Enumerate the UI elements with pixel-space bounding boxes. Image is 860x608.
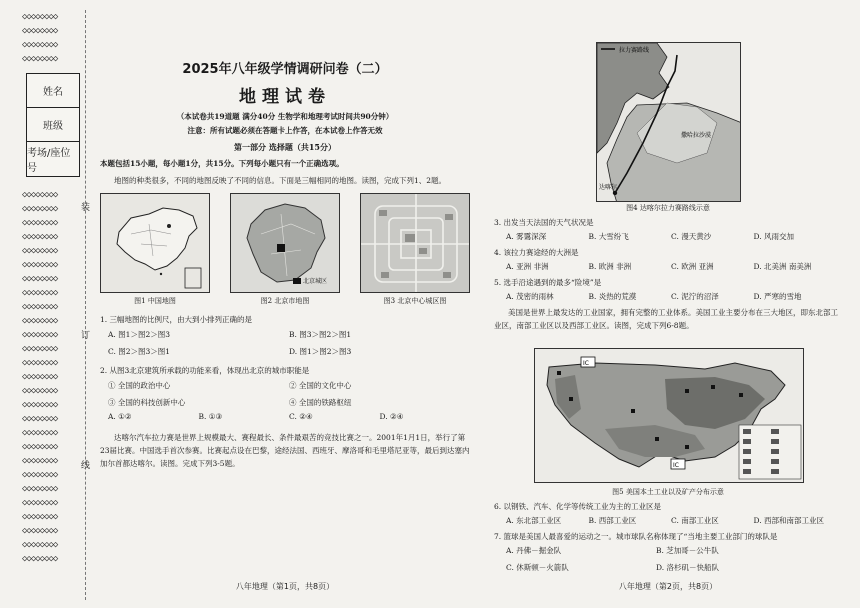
question-5-options bbox=[506, 291, 836, 302]
option[interactable]: B. 图3＞图2＞图1 bbox=[289, 330, 352, 339]
zigzag-border-bottom bbox=[22, 190, 82, 568]
page-footer: 八年地理（第2页，共8页） bbox=[618, 582, 718, 591]
zigzag-row: ◇◇◇◇◇◇◇◇ bbox=[22, 526, 58, 536]
option[interactable]: D. 图1＞图2＞图3 bbox=[289, 347, 352, 356]
option[interactable]: C. 南部工业区 bbox=[671, 516, 719, 525]
question-3: 3. 出发当天法国的天气状况是 bbox=[494, 218, 594, 227]
zigzag-row: ◇◇◇◇◇◇◇◇ bbox=[22, 316, 58, 326]
zigzag-row: ◇◇◇◇◇◇◇◇ bbox=[22, 232, 58, 242]
map5-caption: 图5 美国本土工业以及矿产分布示意 bbox=[612, 488, 724, 496]
zigzag-row: ◇◇◇◇◇◇◇◇ bbox=[22, 470, 58, 480]
option[interactable]: A. 茂密的雨林 bbox=[506, 292, 554, 301]
option[interactable]: B. 炎热的荒漠 bbox=[588, 292, 637, 301]
route-legend: 拉力赛路线 bbox=[619, 47, 650, 54]
zigzag-row: ◇◇◇◇◇◇◇◇ bbox=[22, 414, 58, 424]
zigzag-row: ◇◇◇◇◇◇◇◇ bbox=[22, 246, 58, 256]
map-captions bbox=[100, 296, 470, 306]
option[interactable]: C. ②④ bbox=[289, 412, 313, 421]
cut-char-ding: 订 bbox=[81, 331, 91, 341]
option[interactable]: B. ①③ bbox=[198, 412, 223, 421]
binding-strip bbox=[0, 0, 91, 608]
cut-char-zhuang: 装 bbox=[81, 203, 91, 213]
question-4: 4. 该拉力赛途经的大洲是 bbox=[494, 248, 579, 257]
question-1: 1. 三幅地图的比例尺，由大到小排列正确的是 bbox=[100, 315, 253, 324]
map4-caption: 图4 达喀尔拉力赛路线示意 bbox=[626, 204, 710, 212]
dakar-paragraph: 达喀尔汽车拉力赛是世界上规模最大、赛程最长、条件最艰苦的竞技比赛之一。2001年1月1日，举行了第23届比赛。中国选手首次参赛。比赛起点设在巴黎，途经法国、西班牙、摩洛哥和毛里塔尼亚等，最后到达塞内加尔首都达喀尔。读图。完成下列3-5题。 bbox=[100, 433, 470, 468]
option[interactable]: D. 洛杉矶－快船队 bbox=[656, 563, 720, 572]
zigzag-border-top bbox=[22, 12, 82, 68]
option[interactable]: C. 泥泞的沼泽 bbox=[671, 292, 719, 301]
zigzag-row: ◇◇◇◇◇◇◇◇ bbox=[22, 554, 58, 564]
zigzag-row: ◇◇◇◇◇◇◇◇ bbox=[22, 428, 58, 438]
page-1 bbox=[100, 10, 470, 600]
question-5: 5. 选手沿途遇到的最多“险境”是 bbox=[494, 278, 602, 287]
statement-item: ② 全国的文化中心 bbox=[289, 381, 352, 390]
question-6: 6. 以钢铁、汽车、化学等传统工业为主的工业区是 bbox=[494, 502, 662, 511]
zigzag-row: ◇◇◇◇◇◇◇◇ bbox=[22, 484, 58, 494]
option[interactable]: C. 休斯顿－火箭队 bbox=[506, 563, 569, 572]
zigzag-row: ◇◇◇◇◇◇◇◇ bbox=[22, 26, 58, 36]
option[interactable]: A. 雾霭深深 bbox=[506, 232, 547, 241]
option[interactable]: A. 东北部工业区 bbox=[506, 516, 562, 525]
option[interactable]: A. 图1＞图2＞图3 bbox=[108, 330, 170, 339]
zigzag-row: ◇◇◇◇◇◇◇◇ bbox=[22, 358, 58, 368]
us-industry-map bbox=[534, 348, 804, 483]
question-3-options bbox=[506, 231, 836, 242]
zigzag-row: ◇◇◇◇◇◇◇◇ bbox=[22, 204, 58, 214]
intro-paragraph: 地图的种类很多，不同的地图反映了不同的信息。下面是三幅相同的地图。读图，完成下列1、2题。 bbox=[114, 176, 447, 185]
statement-item: ④ 全国的铁路枢纽 bbox=[289, 398, 352, 407]
ic-label-south: IC bbox=[673, 462, 679, 469]
china-map bbox=[100, 193, 210, 293]
beijing-city-label: 北京城区 bbox=[303, 278, 328, 285]
option[interactable]: A. 亚洲 非洲 bbox=[506, 262, 549, 271]
map3-caption: 图3 北京中心城区图 bbox=[383, 297, 447, 305]
question-7: 7. 篮球是美国人最喜爱的运动之一。城市球队名称体现了“当地主要工业部门的球队是 bbox=[494, 532, 778, 541]
section-instruction: 本题包括15小题，每小题1分，共15分。下列每小题只有一个正确选项。 bbox=[100, 159, 344, 168]
dakar-label: 达喀尔 bbox=[599, 184, 618, 191]
statement-item: ③ 全国的科技创新中心 bbox=[108, 398, 186, 407]
zigzag-row: ◇◇◇◇◇◇◇◇ bbox=[22, 330, 58, 340]
zigzag-row: ◇◇◇◇◇◇◇◇ bbox=[22, 512, 58, 522]
exam-title: 2025年八年级学情调研问卷（二） bbox=[182, 62, 388, 77]
option[interactable]: B. 芝加哥－公牛队 bbox=[656, 546, 719, 555]
zigzag-row: ◇◇◇◇◇◇◇◇ bbox=[22, 218, 58, 228]
cut-char-xian: 线 bbox=[81, 461, 91, 471]
beijing-center-map bbox=[360, 193, 470, 293]
zigzag-row: ◇◇◇◇◇◇◇◇ bbox=[22, 288, 58, 298]
page-2 bbox=[488, 10, 848, 600]
zigzag-row: ◇◇◇◇◇◇◇◇ bbox=[22, 302, 58, 312]
question-7-options bbox=[506, 545, 806, 573]
option[interactable]: A. 丹佛－掘金队 bbox=[506, 546, 562, 555]
map1-caption: 图1 中国地图 bbox=[134, 297, 176, 305]
option[interactable]: B. 大雪纷飞 bbox=[588, 232, 629, 241]
zigzag-row: ◇◇◇◇◇◇◇◇ bbox=[22, 372, 58, 382]
page-footer: 八年地理（第1页，共8页） bbox=[235, 582, 335, 591]
option[interactable]: D. ②④ bbox=[379, 412, 404, 421]
zigzag-row: ◇◇◇◇◇◇◇◇ bbox=[22, 498, 58, 508]
option[interactable]: B. 西部工业区 bbox=[588, 516, 637, 525]
question-2: 2. 从图3北京建筑所承载的功能来看，体现出北京的城市职能是 bbox=[100, 366, 310, 375]
maps-row bbox=[100, 193, 470, 293]
zigzag-row: ◇◇◇◇◇◇◇◇ bbox=[22, 190, 58, 200]
question-2-items bbox=[100, 380, 470, 408]
class-field[interactable]: 班级 bbox=[27, 108, 79, 142]
zigzag-row: ◇◇◇◇◇◇◇◇ bbox=[22, 260, 58, 270]
ic-label: IC bbox=[583, 360, 589, 367]
beijing-map bbox=[230, 193, 340, 293]
exam-meta: （本试卷共19道题 满分40分 生物学和地理考试时间共90分钟） bbox=[176, 112, 394, 121]
map2-caption: 图2 北京市地图 bbox=[260, 297, 310, 305]
section-title: 第一部分 选择题（共15分） bbox=[234, 142, 336, 152]
dakar-route-map bbox=[596, 42, 741, 202]
option[interactable]: D. 风雨交加 bbox=[753, 232, 795, 241]
zigzag-row: ◇◇◇◇◇◇◇◇ bbox=[22, 12, 58, 22]
subject-title: 地理试卷 bbox=[239, 87, 331, 107]
question-4-options bbox=[506, 261, 836, 272]
desert-label: 撒哈拉沙漠 bbox=[681, 132, 712, 139]
option[interactable]: C. 漫天黄沙 bbox=[671, 232, 712, 241]
zigzag-row: ◇◇◇◇◇◇◇◇ bbox=[22, 386, 58, 396]
zigzag-row: ◇◇◇◇◇◇◇◇ bbox=[22, 456, 58, 466]
cut-line bbox=[85, 10, 86, 600]
question-6-options bbox=[506, 515, 836, 526]
option[interactable]: C. 欧洲 亚洲 bbox=[671, 262, 714, 271]
seat-field[interactable]: 考场/座位号 bbox=[27, 148, 71, 174]
zigzag-row: ◇◇◇◇◇◇◇◇ bbox=[22, 400, 58, 410]
name-field[interactable]: 姓名 bbox=[27, 74, 79, 108]
zigzag-row: ◇◇◇◇◇◇◇◇ bbox=[22, 274, 58, 284]
option[interactable]: B. 欧洲 非洲 bbox=[588, 262, 632, 271]
option[interactable]: D. 北美洲 南美洲 bbox=[753, 262, 812, 271]
zigzag-row: ◇◇◇◇◇◇◇◇ bbox=[22, 344, 58, 354]
option[interactable]: A. ①② bbox=[108, 412, 132, 421]
question-1-options bbox=[100, 329, 470, 357]
option[interactable]: D. 西部和南部工业区 bbox=[753, 516, 825, 525]
option[interactable]: D. 严寒的雪地 bbox=[753, 292, 802, 301]
statement-item: ① 全国的政治中心 bbox=[108, 381, 171, 390]
zigzag-row: ◇◇◇◇◇◇◇◇ bbox=[22, 442, 58, 452]
zigzag-row: ◇◇◇◇◇◇◇◇ bbox=[22, 540, 58, 550]
zigzag-row: ◇◇◇◇◇◇◇◇ bbox=[22, 40, 58, 50]
student-info-box bbox=[26, 73, 80, 177]
option[interactable]: C. 图2＞图3＞图1 bbox=[108, 347, 171, 356]
zigzag-row: ◇◇◇◇◇◇◇◇ bbox=[22, 54, 58, 64]
exam-notice: 注意：所有试题必须在答题卡上作答，在本试卷上作答无效 bbox=[187, 126, 383, 135]
question-2-options bbox=[100, 412, 470, 421]
us-industry-paragraph: 美国是世界上最发达的工业国家，拥有完整的工业体系。美国工业主要分布在三大地区，即东北部工业区，南部工业区以及西部工业区。读图，完成下列6-8题。 bbox=[494, 308, 838, 330]
